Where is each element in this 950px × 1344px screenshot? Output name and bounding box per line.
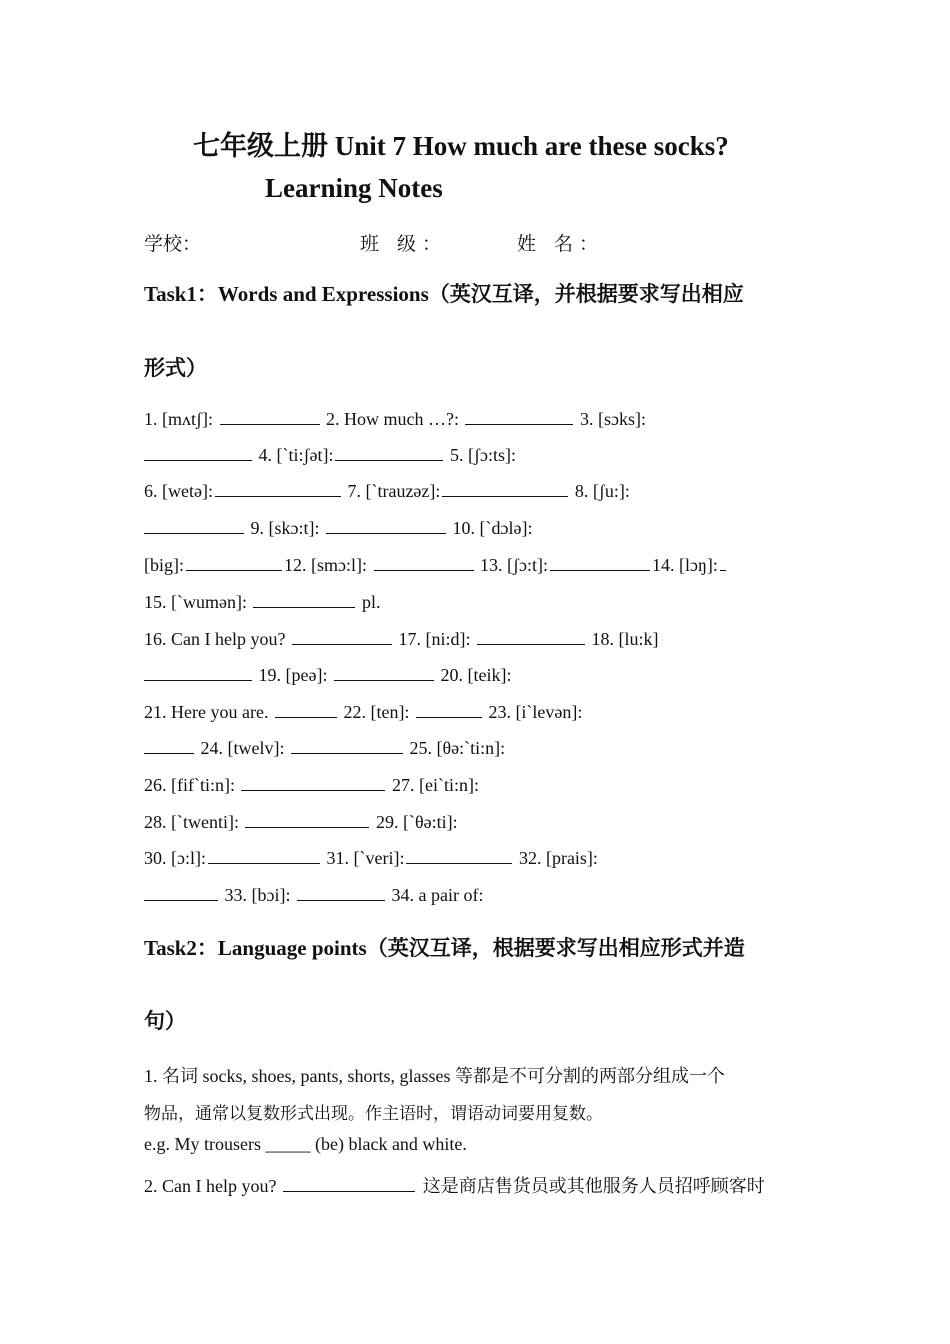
vocab-line-3: 6. [wetə]: 7. [`trauzəz]: 8. [ʃu:]: [144, 481, 630, 501]
answer-blank[interactable] [208, 847, 320, 864]
answer-blank[interactable] [144, 664, 252, 681]
vocab-line-11: 26. [fif`ti:n]: 27. [ei`ti:n]: [144, 775, 479, 795]
vocab-line-6: 15. [`wumən]: pl. [144, 592, 381, 612]
task1-heading-cont: 形式） [144, 356, 207, 380]
answer-blank[interactable] [297, 884, 385, 901]
answer-blank[interactable] [241, 774, 385, 791]
answer-blank[interactable] [442, 480, 568, 497]
answer-blank[interactable] [215, 480, 341, 497]
vocab-line-14: 33. [bɔi]: 34. a pair of: [144, 884, 483, 906]
vocab-line-13: 30. [ɔ:l]: 31. [`veri]: 32. [prais]: [144, 848, 598, 868]
answer-blank[interactable] [291, 737, 403, 754]
answer-blank[interactable] [406, 847, 512, 864]
answer-blank[interactable] [477, 628, 585, 645]
answer-blank[interactable] [245, 811, 369, 828]
vocab-line-5: [big]: 12. [smɔ:l]: 13. [ʃɔ:t]: 14. [lɔŋ]: [144, 554, 728, 576]
answer-blank[interactable] [416, 701, 482, 718]
answer-blank[interactable] [326, 517, 446, 534]
vocab-line-8: 19. [peə]: 20. [teik]: [144, 664, 511, 686]
school-label: 学校： [144, 233, 202, 255]
class-label: 班 级： [360, 233, 448, 255]
language-point-1: 1. 名词 socks, shoes, pants, shorts, glasses 等都是不可分割的两部分组成一个 [144, 1066, 725, 1086]
task2-heading-cont: 句） [144, 1009, 186, 1033]
task2-heading: Task2：Language points（英汉互译，根据要求写出相应形式并造 [144, 936, 745, 960]
language-point-2: 2. Can I help you? 这是商店售货员或其他服务人员招呼顾客时 [144, 1176, 765, 1197]
vocab-line-7: 16. Can I help you? 17. [ni:d]: 18. [lu:k] [144, 629, 659, 649]
answer-blank[interactable] [550, 554, 650, 571]
vocab-line-2: 4. [`ti:ʃət]: 5. [ʃɔ:ts]: [144, 444, 516, 466]
title-cn: 七年级上册 [193, 131, 328, 162]
title-en: Unit 7 How much are these socks? [334, 131, 729, 161]
name-label: 姓 名： [517, 233, 605, 255]
answer-blank[interactable] [144, 444, 252, 461]
vocab-line-1: 1. [mʌtʃ]: 2. How much …?: 3. [sɔks]: [144, 409, 646, 429]
answer-blank[interactable] [374, 554, 474, 571]
page-subtitle: Learning Notes [265, 173, 443, 203]
answer-blank[interactable] [334, 664, 434, 681]
answer-blank[interactable] [144, 737, 194, 754]
answer-blank[interactable] [465, 408, 573, 425]
page-title [193, 124, 729, 163]
answer-blank[interactable] [292, 628, 392, 645]
vocab-line-12: 28. [`twenti]: 29. [`θə:ti]: [144, 812, 458, 832]
example-sentence: e.g. My trousers _____ (be) black and white. [144, 1134, 467, 1154]
answer-blank[interactable] [220, 408, 320, 425]
answer-blank[interactable] [144, 517, 244, 534]
task1-heading: Task1：Words and Expressions（英汉互译，并根据要求写出相应 [144, 282, 744, 306]
vocab-line-4: 9. [skɔ:t]: 10. [`dɔlə]: [144, 517, 532, 539]
vocab-line-9: 21. Here you are. 22. [ten]: 23. [i`levən]: [144, 702, 583, 722]
answer-blank[interactable] [720, 554, 726, 571]
answer-blank[interactable] [335, 444, 443, 461]
answer-blank[interactable] [253, 591, 355, 608]
answer-blank[interactable] [144, 884, 218, 901]
answer-blank[interactable] [275, 701, 337, 718]
vocab-line-10: 24. [twelv]: 25. [θə:`ti:n]: [144, 737, 505, 759]
answer-blank[interactable] [283, 1175, 415, 1192]
answer-blank[interactable] [186, 554, 282, 571]
language-point-1-cont: 物品，通常以复数形式出现。作主语时，谓语动词要用复数。 [144, 1104, 603, 1124]
